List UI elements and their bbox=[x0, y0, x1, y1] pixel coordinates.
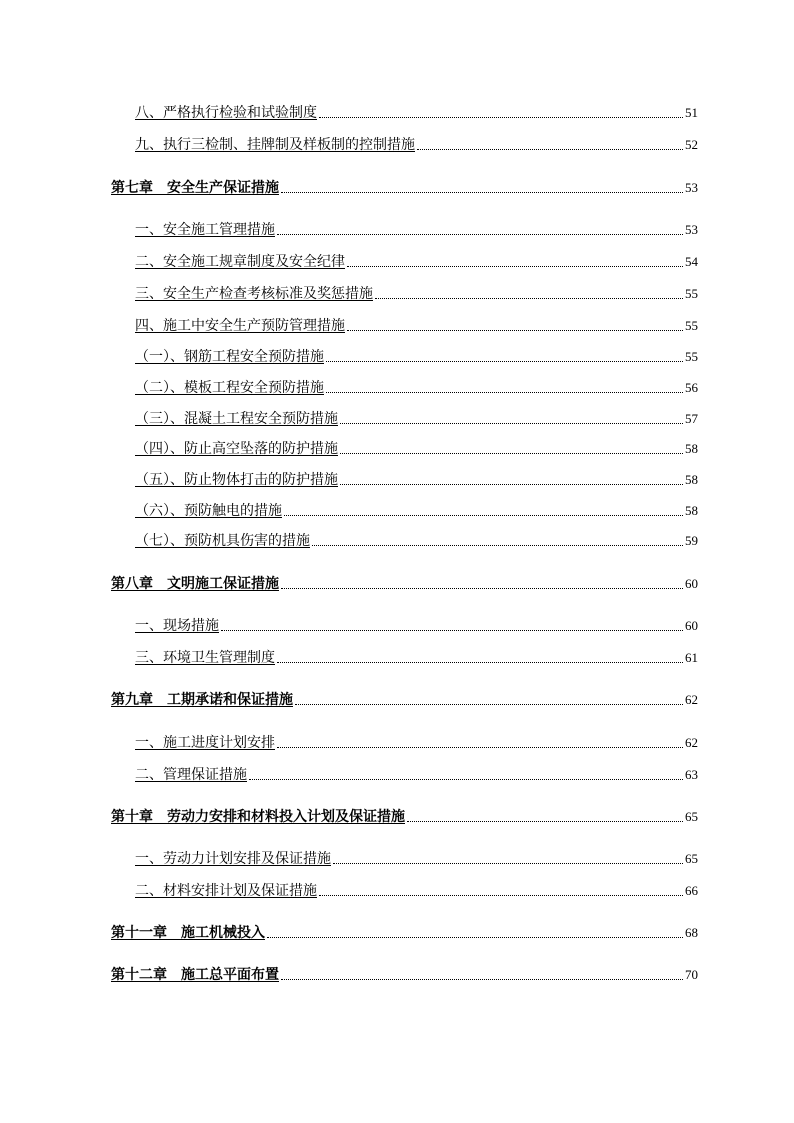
toc-leader-dots bbox=[340, 452, 683, 454]
toc-entry-title: 一、安全施工管理措施 bbox=[135, 222, 275, 238]
toc-entry-title: 一、劳动力计划安排及保证措施 bbox=[135, 851, 331, 867]
toc-entry-title: 第八章 文明施工保证措施 bbox=[111, 576, 279, 592]
toc-page-number: 65 bbox=[685, 851, 698, 866]
toc-leader-dots bbox=[281, 978, 683, 980]
toc-entry-title: 二、材料安排计划及保证措施 bbox=[135, 883, 317, 899]
toc-leader-dots bbox=[295, 703, 683, 705]
toc-page-number: 55 bbox=[685, 286, 698, 301]
toc-entry-title: （三）、混凝土工程安全预防措施 bbox=[135, 411, 338, 427]
toc-leader-dots bbox=[267, 936, 683, 938]
toc-page-number: 70 bbox=[685, 967, 698, 982]
toc-page-number: 58 bbox=[685, 441, 698, 456]
toc-entry-title: （一）、钢筋工程安全预防措施 bbox=[135, 349, 324, 365]
toc-page-number: 53 bbox=[685, 180, 698, 195]
toc-page-number: 53 bbox=[685, 222, 698, 237]
toc-subsection-entry[interactable] bbox=[0, 344, 698, 366]
toc-chapter-entry[interactable] bbox=[0, 920, 698, 942]
toc-entry-title: 九、执行三检制、挂牌制及样板制的控制措施 bbox=[135, 137, 415, 153]
toc-page-number: 55 bbox=[685, 349, 698, 364]
toc-entry-title: 第十章 劳动力安排和材料投入计划及保证措施 bbox=[111, 809, 405, 825]
toc-page-number: 61 bbox=[685, 650, 698, 665]
toc-leader-dots bbox=[417, 148, 683, 150]
toc-leader-dots bbox=[277, 661, 683, 663]
toc-page-number: 52 bbox=[685, 137, 698, 152]
toc-leader-dots bbox=[249, 778, 683, 780]
toc-subsection-entry[interactable] bbox=[0, 467, 698, 489]
toc-chapter-entry[interactable] bbox=[0, 571, 698, 593]
toc-page-number: 68 bbox=[685, 925, 698, 940]
toc-leader-dots bbox=[326, 391, 683, 393]
toc-leader-dots bbox=[340, 422, 683, 424]
toc-subsection-entry[interactable] bbox=[0, 498, 698, 520]
toc-leader-dots bbox=[281, 587, 683, 589]
toc-entry-title: 第七章 安全生产保证措施 bbox=[111, 180, 279, 196]
toc-leader-dots bbox=[407, 820, 683, 822]
toc-page-number: 58 bbox=[685, 503, 698, 518]
toc-leader-dots bbox=[347, 329, 683, 331]
toc-subsection-entry[interactable] bbox=[0, 406, 698, 428]
toc-entry-title: （六）、预防触电的措施 bbox=[135, 503, 282, 519]
toc-subsection-entry[interactable] bbox=[0, 528, 698, 550]
toc-page-number: 60 bbox=[685, 618, 698, 633]
toc-page-number: 62 bbox=[685, 735, 698, 750]
toc-entry-title: 三、环境卫生管理制度 bbox=[135, 650, 275, 666]
toc-entry-title: 八、严格执行检验和试验制度 bbox=[135, 105, 317, 121]
toc-entry[interactable] bbox=[0, 645, 698, 667]
toc-entry-title: 二、管理保证措施 bbox=[135, 767, 247, 783]
toc-page-number: 51 bbox=[685, 105, 698, 120]
toc-subsection-entry[interactable] bbox=[0, 375, 698, 397]
toc-entry-title: （二）、模板工程安全预防措施 bbox=[135, 380, 324, 396]
toc-subsection-entry[interactable] bbox=[0, 436, 698, 458]
toc-entry-title: 第十二章 施工总平面布置 bbox=[111, 967, 279, 983]
toc-page-number: 58 bbox=[685, 472, 698, 487]
toc-leader-dots bbox=[281, 191, 683, 193]
toc-entry-title: 四、施工中安全生产预防管理措施 bbox=[135, 318, 345, 334]
toc-page-number: 57 bbox=[685, 411, 698, 426]
toc-entry-title: 一、现场措施 bbox=[135, 618, 219, 634]
toc-leader-dots bbox=[347, 265, 683, 267]
toc-chapter-entry[interactable] bbox=[0, 962, 698, 984]
toc-page-number: 63 bbox=[685, 767, 698, 782]
toc-leader-dots bbox=[277, 746, 683, 748]
toc-page-number: 66 bbox=[685, 883, 698, 898]
toc-entry[interactable] bbox=[0, 100, 698, 122]
toc-leader-dots bbox=[221, 629, 683, 631]
toc-page-number: 54 bbox=[685, 254, 698, 269]
toc-entry[interactable] bbox=[0, 762, 698, 784]
toc-entry-title: 第十一章 施工机械投入 bbox=[111, 925, 265, 941]
toc-page-number: 55 bbox=[685, 318, 698, 333]
toc-entry[interactable] bbox=[0, 313, 698, 335]
toc-entry[interactable] bbox=[0, 281, 698, 303]
toc-page-number: 56 bbox=[685, 380, 698, 395]
toc-page-number: 59 bbox=[685, 533, 698, 548]
toc-entry[interactable] bbox=[0, 249, 698, 271]
toc-chapter-entry[interactable] bbox=[0, 804, 698, 826]
toc-entry-title: 一、施工进度计划安排 bbox=[135, 735, 275, 751]
toc-entry-title: （五）、防止物体打击的防护措施 bbox=[135, 472, 338, 488]
toc-leader-dots bbox=[284, 514, 683, 516]
toc-leader-dots bbox=[326, 360, 683, 362]
toc-page-number: 62 bbox=[685, 692, 698, 707]
toc-entry[interactable] bbox=[0, 217, 698, 239]
toc-page-number: 65 bbox=[685, 809, 698, 824]
toc-entry-title: （四）、防止高空坠落的防护措施 bbox=[135, 441, 338, 457]
toc-leader-dots bbox=[312, 544, 683, 546]
toc-leader-dots bbox=[319, 116, 683, 118]
toc-leader-dots bbox=[333, 862, 683, 864]
toc-chapter-entry[interactable] bbox=[0, 175, 698, 197]
toc-leader-dots bbox=[319, 894, 683, 896]
toc-leader-dots bbox=[375, 297, 683, 299]
toc-leader-dots bbox=[340, 483, 683, 485]
toc-entry-title: 第九章 工期承诺和保证措施 bbox=[111, 692, 293, 708]
toc-page-number: 60 bbox=[685, 576, 698, 591]
toc-entry[interactable] bbox=[0, 878, 698, 900]
toc-leader-dots bbox=[277, 233, 683, 235]
toc-entry[interactable] bbox=[0, 132, 698, 154]
toc-entry-title: 三、安全生产检查考核标准及奖惩措施 bbox=[135, 286, 373, 302]
toc-chapter-entry[interactable] bbox=[0, 687, 698, 709]
toc-entry[interactable] bbox=[0, 730, 698, 752]
toc-entry-title: （七）、预防机具伤害的措施 bbox=[135, 533, 310, 549]
toc-entry-title: 二、安全施工规章制度及安全纪律 bbox=[135, 254, 345, 270]
toc-entry[interactable] bbox=[0, 613, 698, 635]
toc-entry[interactable] bbox=[0, 846, 698, 868]
